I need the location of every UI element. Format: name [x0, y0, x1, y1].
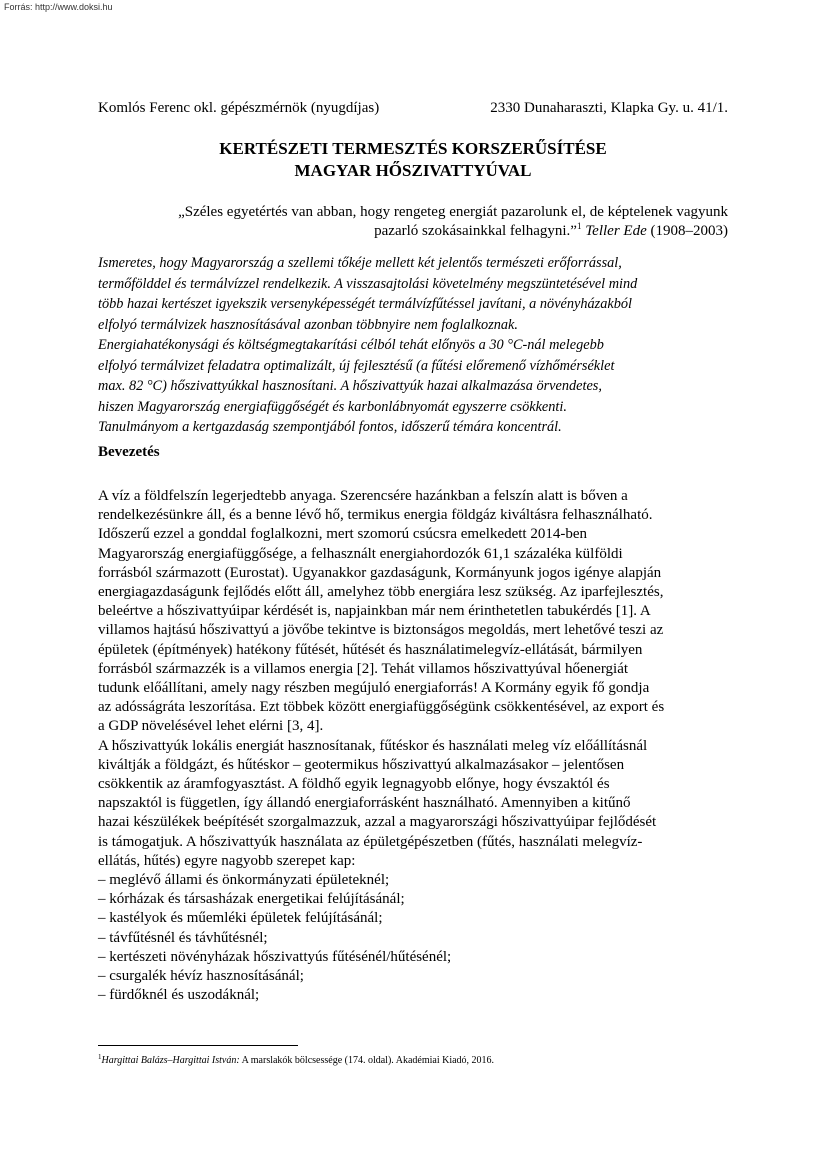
- body-line: a GDP növelésével lehet elérni [3, 4].: [98, 718, 324, 735]
- body-line: energiagazdaságunk fejlődés előtt áll, amelyhez több energiára lesz szükség. Az iparfejlesztés,: [98, 584, 664, 601]
- body-line: – kórházak és társasházak energetikai felújításánál;: [98, 891, 405, 908]
- address-line: 2330 Dunaharaszti, Klapka Gy. u. 41/1.: [490, 100, 728, 116]
- source-label: Forrás: http://www.doksi.hu: [4, 2, 113, 12]
- abstract-line: max. 82 °C) hőszivattyúkkal hasznosítani. A hőszivattyúk hazai alkalmazása örvendetes,: [98, 378, 602, 394]
- footnote-ref: 1: [576, 221, 582, 231]
- abstract-line: több hazai kertészet igyekszik versenyképességét termálvízfűtéssel javítani, a növényházakból: [98, 296, 632, 312]
- quote-attribution: Teller Ede: [585, 223, 647, 239]
- body-line: ellátás, hűtés) egyre nagyobb szerepet kap:: [98, 852, 356, 869]
- footnote-divider: [98, 1045, 298, 1046]
- body-line: villamos hajtású hőszivattyú a jövőbe tekintve is biztonságos megoldás, mert lehetővé teszi az: [98, 622, 664, 639]
- title-line-1: KERTÉSZETI TERMESZTÉS KORSZERŰSÍTÉSE: [219, 139, 607, 158]
- body-line: – kastélyok és műemléki épületek felújításánál;: [98, 910, 383, 927]
- body-text: [98, 487, 730, 1005]
- title-line-2: MAGYAR HŐSZIVATTYÚVAL: [294, 161, 532, 180]
- quote-line-1: „Széles egyetértés van abban, hogy rengeteg energiát pazarolunk el, de képtelenek vagyunk: [178, 204, 728, 220]
- body-line: A víz a földfelszín legerjedtebb anyaga. Szerencsére hazánkban a felszín alatt is bőven a: [98, 488, 628, 504]
- body-line: az adósságráta leszorítása. Ezt többek között energiafüggőségünk csökkentésével, az export és: [98, 699, 665, 716]
- letterhead: [98, 100, 728, 117]
- section-heading: Bevezetés: [98, 444, 160, 460]
- body-line: épületek (építmények) hatékony fűtését, hűtését és használatimelegvíz-ellátását, bármilyen: [98, 641, 643, 658]
- abstract-line: hiszen Magyarország energiafüggőségét és karbonlábnyomát egyszerre csökkenti.: [98, 398, 567, 415]
- body-line: forrásból származzék is a villamos energia [2]. Tehát villamos hőszivattyúval hőenergiát: [98, 660, 629, 677]
- body-line: tudunk előállítani, amely nagy részben megújuló energiaforrás! A Kormány egyik fő gondja: [98, 680, 650, 697]
- body-line: napszaktól is független, így állandó energiaforrásként használható. Amennyiben a kitűnő: [98, 795, 631, 812]
- epigraph-quote: [116, 203, 728, 241]
- footnote: [98, 1055, 494, 1066]
- abstract-line: Tanulmányom a kertgazdaság szempontjából fontos, időszerű témára koncentrál.: [98, 419, 562, 435]
- abstract-line: elfolyó termálvizek hasznosításával azonban többnyire nem foglalkoznak.: [98, 316, 518, 333]
- document-title: [98, 138, 728, 182]
- body-line: A hőszivattyúk lokális energiát hasznosítanak, fűtéskor és használati meleg víz előállításnál: [98, 737, 648, 754]
- body-line: is támogatjuk. A hőszivattyúk használata az épületgépészetben (fűtés, használati melegvíz-: [98, 833, 643, 850]
- footnote-text: A marslakók bölcsessége (174. oldal). Akadémiai Kiadó, 2016.: [239, 1055, 495, 1066]
- body-line: – távfűtésnél és távhűtésnél;: [98, 929, 268, 946]
- abstract-line: Energiahatékonysági és költségmegtakarítási célból tehát előnyös a 30 °C-nál melegebb: [98, 337, 604, 353]
- body-line: – csurgalék hévíz hasznosításánál;: [98, 968, 304, 985]
- quote-line-2: [116, 222, 728, 241]
- abstract-line: Ismeretes, hogy Magyarország a szellemi tőkéje mellett két jelentős természeti erőforrással,: [98, 255, 622, 271]
- body-line: – meglévő állami és önkormányzati épületeknél;: [98, 872, 390, 889]
- footnote-authors: Hargittai Balázs‒Hargittai István:: [101, 1055, 240, 1066]
- body-line: forrásból származott (Eurostat). Ugyanakkor gazdaságunk, Kormányunk jogos igénye alapján: [98, 564, 662, 581]
- body-line: rendelkezésünkre áll, és a benne lévő hő, termikus energia földgáz kiváltásra felhasználható.: [98, 507, 653, 524]
- abstract-line: elfolyó termálvizet feladatra optimalizált, új fejlesztésű (a fűtési előremenő vízhőmérséklet: [98, 357, 615, 374]
- footnote-number: 1: [98, 1053, 102, 1061]
- body-line: Időszerű ezzel a gonddal foglalkozni, mert szomorú csúcsra emelkedett 2014-ben: [98, 526, 587, 543]
- body-line: Magyarország energiafüggősége, a felhasznált energiahordozók 61,1 százaléka külföldi: [98, 545, 623, 562]
- abstract-line: termőfölddel és termálvízzel rendelkezik. A visszasajtolási követelmény megszüntetésével mind: [98, 275, 638, 292]
- quote-line-2-text: pazarló szokásainkkal felhagyni.”: [374, 223, 577, 239]
- quote-years: (1908‒2003): [650, 223, 728, 239]
- author-line: Komlós Ferenc okl. gépészmérnök (nyugdíjas): [98, 100, 380, 116]
- body-line: kiváltják a földgázt, és hűtéskor ‒ geotermikus hőszivattyú alkalmazásakor ‒ jelentősen: [98, 756, 625, 773]
- body-line: hazai készülékek beépítését szorgalmazzuk, azzal a magyarországi hőszivattyúipar fejlődését: [98, 814, 657, 831]
- abstract: [98, 253, 730, 438]
- body-line: csökkentik az áramfogyasztást. A földhő egyik legnagyobb előnye, hogy évszaktól és: [98, 776, 610, 793]
- body-line: beleértve a hőszivattyúipar kérdését is, napjainkban már nem érinthetetlen tabukérdés [1]. A: [98, 603, 651, 620]
- body-line: – kertészeti növényházak hőszivattyús fűtésénél/hűtésénél;: [98, 948, 452, 965]
- body-line: – fürdőknél és uszodáknál;: [98, 987, 260, 1004]
